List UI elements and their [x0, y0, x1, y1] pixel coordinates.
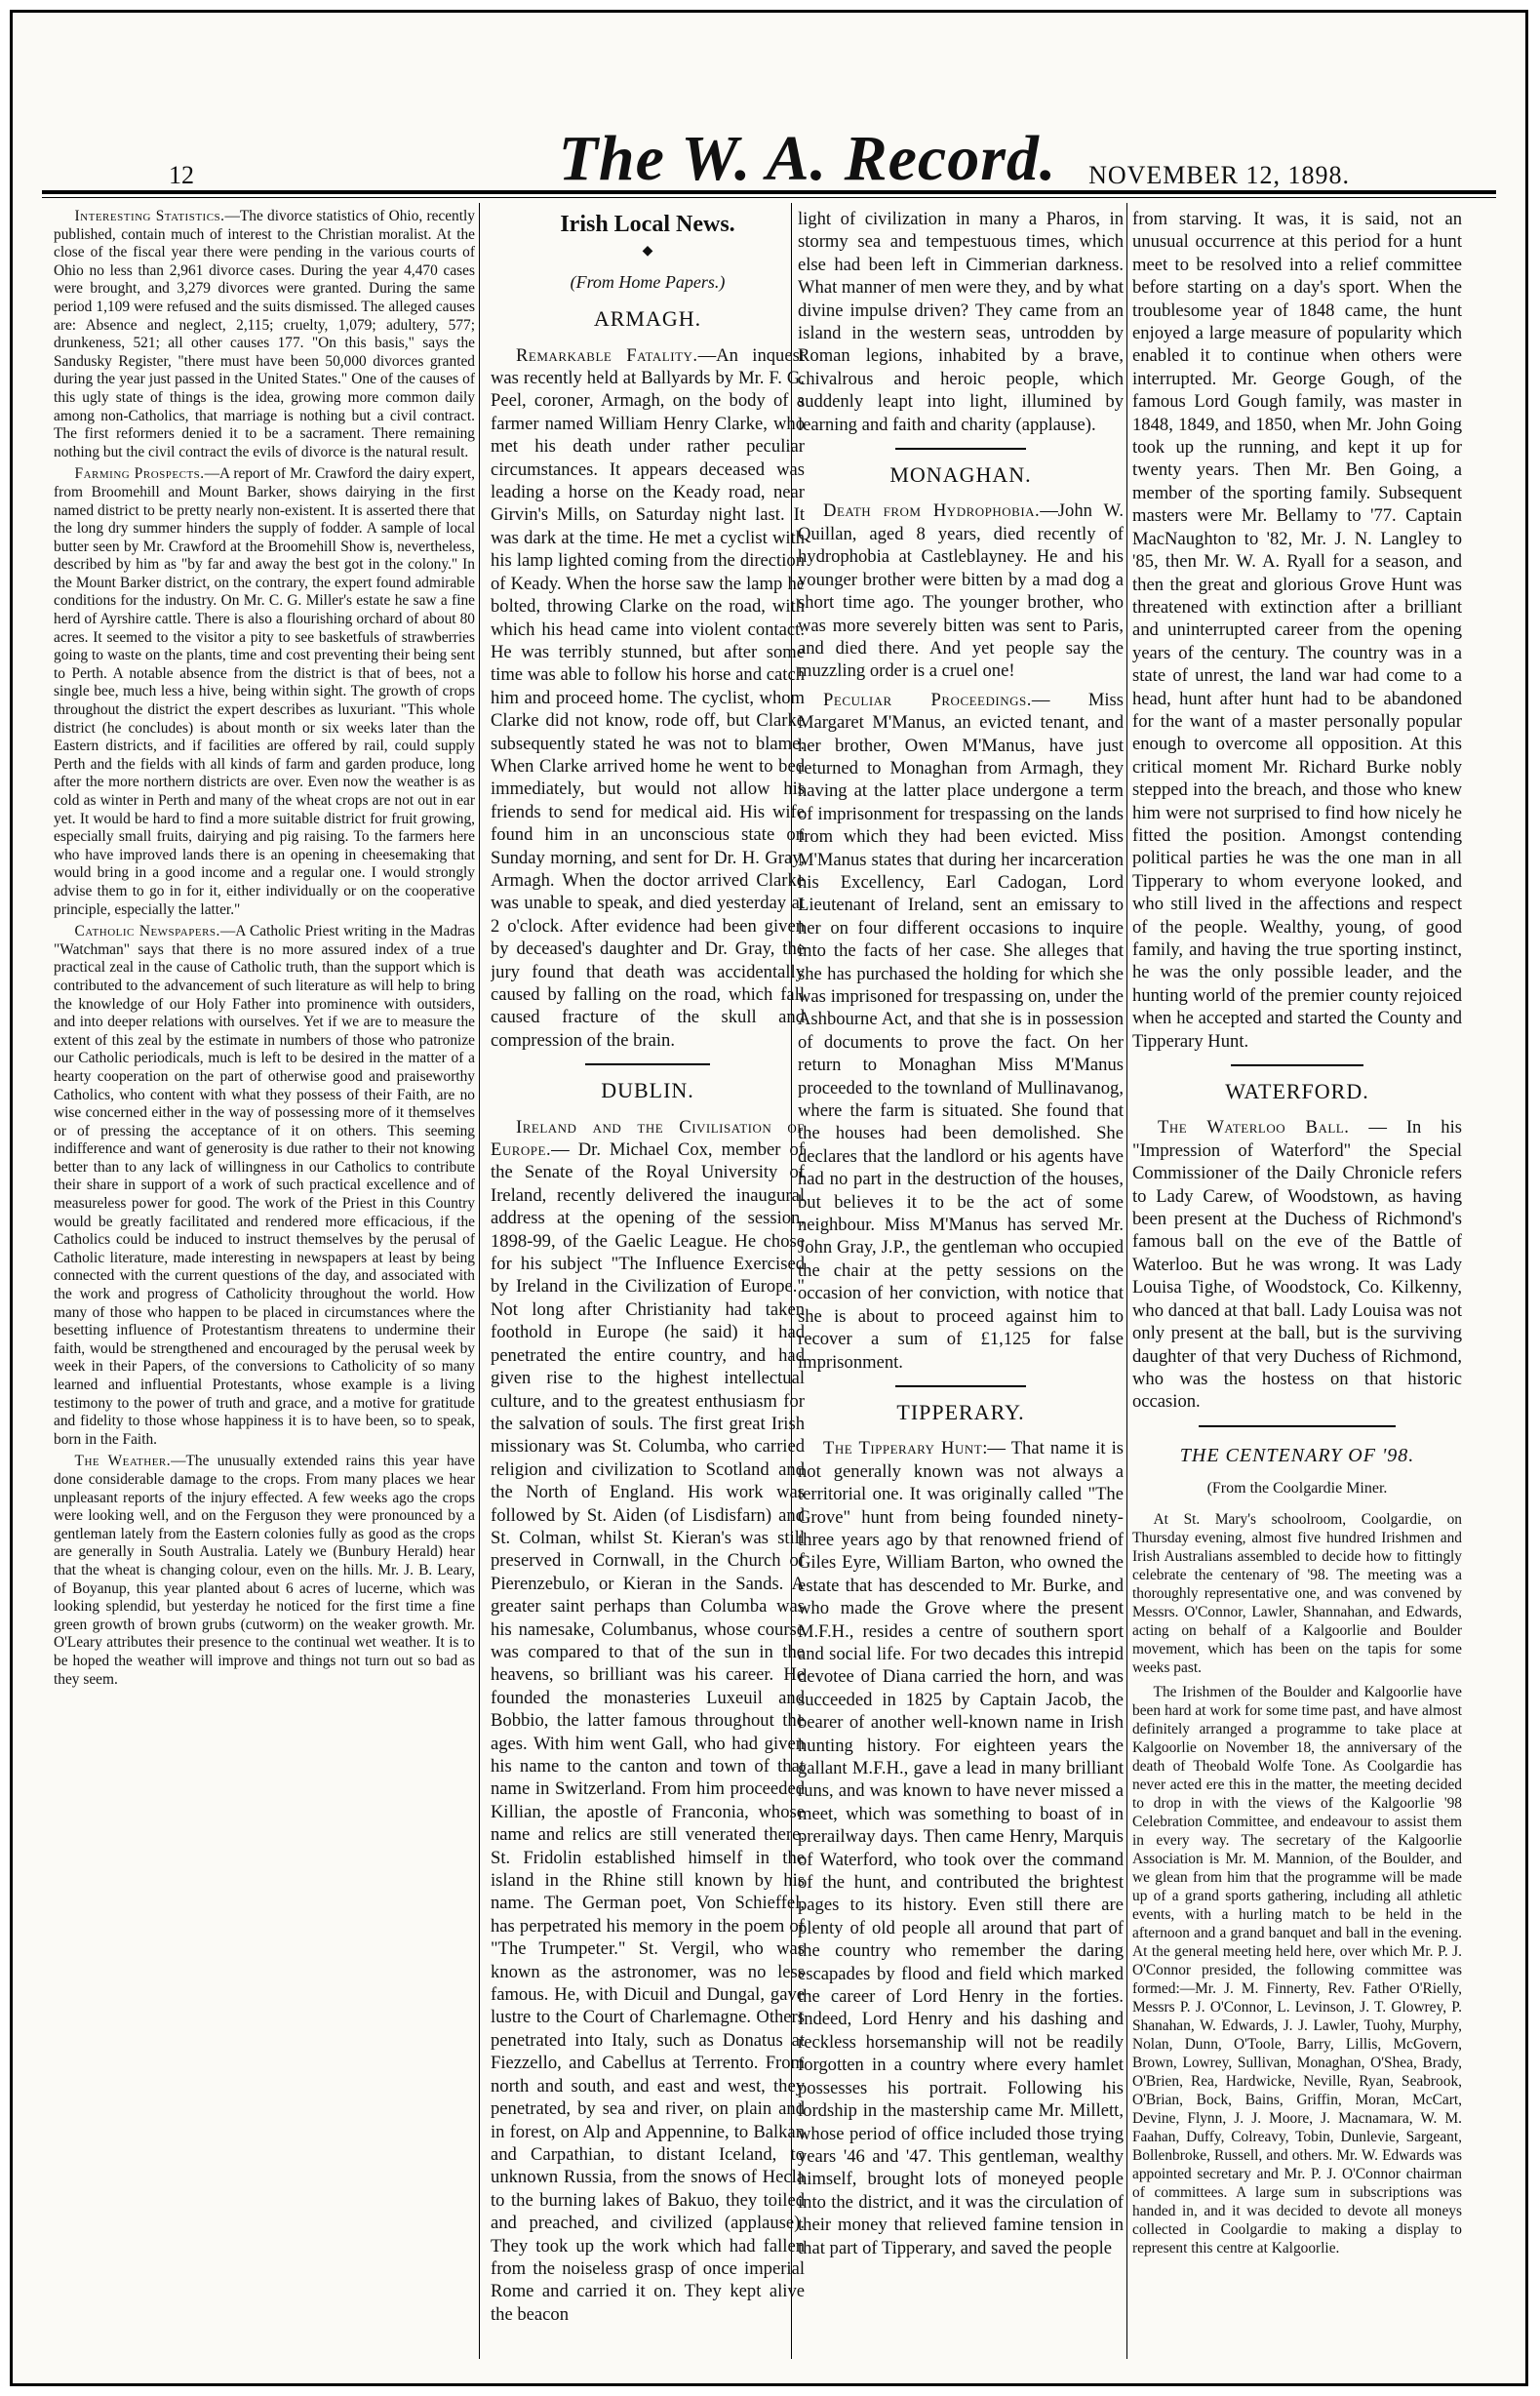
heading-dublin: DUBLIN. — [601, 1078, 694, 1103]
article-farming-prospects — [54, 465, 475, 919]
column-1 — [54, 208, 475, 2217]
newspaper-page — [10, 10, 1528, 2386]
section-rule — [1231, 1064, 1362, 1066]
article-tipperary-hunt — [798, 1437, 1124, 2259]
article-body: —The divorce statistics of Ohio, recently published, contain much of interest to the Christian moralist. At the close of the fiscal year there were pending in the various courts of Ohio no less than 2,961 divorce cases. During the year 4,470 cases were brought, and 3,279 divorces were granted. During the same period 1,109 were refused and the suits dismissed. The alleged causes are: Absence and neglect, 2,115; cruelty, 1,079; adultery, 577; drunkeness, 521; all other causes 177. "On this basis," says the Sandusky Register, "there must have been 50,000 divorces granted during the year just passed in the United States." One of the causes of this ugly state of things is the idea, growing more common daily among non-Catholics, that marriage is nothing but a civil contract. The first reformers denied it to be a sacrament. There remaining nothing but the civil contract the evils of divorce is the natural result. — [54, 208, 475, 460]
heading-monaghan: MONAGHAN. — [889, 462, 1032, 488]
section-subtitle: (From Home Papers.) — [570, 271, 726, 292]
section-rule — [895, 1385, 1026, 1387]
article-the-weather — [54, 1453, 475, 1689]
article-source: (From the Coolgardie Miner. — [1206, 1480, 1388, 1498]
article-hydrophobia — [798, 499, 1124, 682]
masthead: The W. A. Record. — [558, 123, 1057, 194]
heading-tipperary: TIPPERARY. — [896, 1399, 1025, 1424]
heading-centenary: THE CENTENARY OF '98. — [1179, 1444, 1415, 1466]
column-divider — [479, 203, 480, 2359]
article-centenary-2: The Irishmen of the Boulder and Kalgoorlie have been hard at work for some time past, and have almost definitely arranged a programme to take place at Kalgoorlie on November 18, the anniversary of the death of Theobald Wolfe Tone. As Coolgardie has never acted ere this in the matter, the meeting decided to drop in with the views of the Kalgoorlie '98 Celebration Committee, and endeavour to assist them in every way. The secretary of the Kalgoorlie Association is Mr. M. Mannion, of the Boulder, and we glean from him that the programme will be made up of a grand sports gathering, including all athletic events, with a hurling match to be held in the afternoon and a grand banquet and ball in the evening. At the general meeting held here, over which Mr. P. J. O'Connor presided, the following committee was formed:—Mr. J. M. Finnerty, Rev. Father O'Rielly, Messrs P. J. O'Connor, L. Levinson, J. T. Glowrey, P. Shanahan, W. Edwards, J. J. Lawler, Tuohy, Murphy, Nolan, Dunn, O'Toole, Barry, Lillis, McGovern, Brown, Lowrey, Sullivan, Monaghan, O'Shea, Brady, O'Brien, Rea, Hardwicke, Neville, Ryan, Seabrook, O'Brian, Bock, Bains, Griffin, Moran, McCart, Devine, Flynn, J. J. Moore, J. Macnamara, W. M. Faahan, Duffy, Colreavy, Tobin, Dunlevie, Sargeant, Bollenbroke, Russell, and others. Mr. W. Edwards was appointed secretary and Mr. P. J. O'Connor chairman of committees. A large sum in subscriptions was handed in, and it was decided to devote all moneys collected in Coolgardie to making a display to represent this centre at Kalgoorlie. — [1132, 1683, 1462, 2256]
article-lead: Ireland and the Civilisation of Europe. — [491, 1116, 805, 1161]
article-remarkable-fatality — [491, 344, 805, 1053]
column-3 — [798, 208, 1124, 2374]
page-number: 12 — [169, 161, 194, 189]
article-lead: The Tipperary Hunt — [823, 1438, 983, 1459]
heading-waterford: WATERFORD. — [1225, 1079, 1369, 1104]
article-body: —An inquest was recently held at Ballyards by Mr. F. G. Peel, coroner, Armagh, on the body of a farmer named William Henry Clarke, who met his death under rather peculiar circumstances. It appears deceased was leading a horse on the Keady road, near Girvin's Mills, on Saturday night last. It was dark at the time. He met a cyclist with his lamp lighted coming from the direction of Keady. When the horse saw the lamp he bolted, throwing Clarke on the road, with which his head came into violent contact. He was terribly stunned, but after some time was able to follow his horse and catch him and proceed home. The cyclist, whom Clarke did not know, rode off, but Clarke subsequently stated he was not to blame. When Clarke arrived home he went to bed immediately, but would not allow his friends to send for medical aid. His wife found him in an unconscious state on Sunday morning, and sent for Dr. H. Gray, Armagh. When the doctor arrived Clarke was unable to speak, and died yesterday at 2 o'clock. After evidence had been given by deceased's daughter and Dr. Gray, the jury found that death was accidentally caused by falling on the road, which fall caused fracture of the skull and compression of the brain. — [491, 344, 805, 1051]
article-continuation: light of civilization in many a Pharos, in stormy sea and tempestuous times, which else had been left in Cimmerian darkness. What manner of men were they, and by what divine impulse driven? They came from an island in the western seas, untrodden by Roman legions, inhabited by a brave, chivalrous and heroic people, which suddenly leapt into light, illumined by learning and faith and charity (applause). — [798, 209, 1124, 435]
article-ireland-civilisation — [491, 1116, 805, 2327]
header-rule-thin — [42, 197, 1496, 198]
article-lead: The Weather. — [74, 1453, 172, 1470]
section-rule — [585, 1063, 711, 1065]
section-title: Irish Local News. — [560, 212, 735, 237]
section-rule — [1199, 1425, 1397, 1427]
ornament-icon: ◆ — [642, 244, 653, 260]
page-header — [13, 13, 1525, 198]
heading-armagh: ARMAGH. — [593, 306, 702, 332]
article-lead: Farming Prospects. — [74, 465, 205, 483]
article-body: —The unusually extended rains this year have done considerable damage to the crops. From many places we hear unpleasant reports of the injury effected. A few weeks ago the crops were looking well, and on the Ferguson they were pronounced by a gentleman lately from the Eastern colonies fully as good as the crops are generally in South Australia. Lately we (Bunbury Herald) hear that the wheat is changing colour, even on the hills. Mr. J. B. Leary, of Boyanup, this year planted about 6 acres of lucerne, which was looking splendid, but yesterday he noticed for the first time a fine green growth of brown grubs (cutworm) on the weaker growth. Mr. O'Leary attributes their presence to the continual wet weather. It is to be hoped the weather will improve and things not turn out so bad as they seem. — [54, 1453, 475, 1688]
header-rule — [42, 190, 1496, 194]
article-lead: Peculiar Proceedings. — [823, 689, 1032, 710]
article-body: — Dr. Michael Cox, member of the Senate of the Royal University of Ireland, recently delivered the inaugural address at the opening of the session, 1898-99, of the Gaelic League. He chose for his subject "The Influence Exercised by Ireland in the Civilization of Europe." Not long after Christianity had taken foothold in Europe (he said) it had penetrated the entire country, and had given rise to the highest intellectual culture, and to the greatest enthusiasm for the salvation of souls. The first great Irish missionary was St. Columba, who carried religion and civilization to Scotland and the North of England. His work was followed by St. Aiden (of Lisdisfarn) and St. Colman, whilst St. Kieran's was still preserved in Cornwall, in the Church of Pierenzebulo, or Kieran in the Sands. A greater saint perhaps than Columba was his namesake, Columbanus, whose course was compared to that of the sun in the heavens, so brilliant was his career. He founded the monasteries Luxeuil and Bobbio, the latter famous throughout the ages. With him went Gall, who had given his name to the canton and town of that name in Switzerland. From him proceeded Killian, the apostle of Franconia, whose name and relics are still venerated there. St. Fridolin established himself in the island in the Rhine still known by his name. The German poet, Von Schieffel, has perpetrated his memory in the poem of "The Trumpeter." St. Vergil, who was known as the astronomer, was no less famous. He, with Dicuil and Dungal, gave lustre to the Court of Charlemagne. Others penetrated into Italy, such as Donatus at Fiezzello, and Cabellus at Terrento. From north and south, and east and west, they penetrated, by sea and river, on plain and in forest, on Alp and Appennine, to Balkan and Carpathian, to distant Iceland, to unknown Russia, from the snows of Hecla to the burning lakes of Bakuo, they toiled and preached, and civilized (applause). They took up the work which had fallen from the noiseless grasp of once imperial Rome and carried it on. They kept alive the beacon — [491, 1139, 805, 2325]
article-peculiar-proceedings — [798, 689, 1124, 1374]
article-lead: The Waterloo Ball. — [1158, 1117, 1350, 1138]
column-4 — [1132, 208, 1462, 2374]
article-body: — Miss Margaret M'Manus, an evicted tenant, and her brother, Owen M'Manus, have just returned to Monaghan from Armagh, they having at the latter place undergone a term of imprisonment for trespassing on the lands from which they had been evicted. Miss M'Manus states that during her incarceration his Excellency, Earl Cadogan, Lord Lieutenant of Ireland, sent an emissary to her on four different occasions to inquire into the facts of her case. She alleges that she has purchased the holding for which she was imprisoned for trespassing on, under the Ashbourne Act, and that she is in possession of documents to prove the fact. On her return to Monaghan Miss M'Manus proceeded to the townland of Mullinavanog, where the farm is situated. She found that the houses had been demolished. She declares that the landlord or his agents have had no part in the destruction of the houses, but believes it to be the act of some neighbour. Miss M'Manus has served Mr. John Gray, J.P., the gentleman who occupied the chair at the petty sessions on the occasion of her conviction, with notice that she is about to proceed against him to recover a sum of £1,125 for false imprisonment. — [798, 689, 1124, 1373]
article-lead: Remarkable Fatality. — [516, 344, 698, 366]
article-continuation: from starving. It was, it is said, not an unusual occurrence at this period for a hunt meet to be resolved into a relief committee before starting on a day's sport. When the troublesome year of 1848 came, the hunt enjoyed a large measure of popularity which enabled it to continue when others were interrupted. Mr. George Gough, of the famous Lord Gough family, was master in 1848, 1849, and 1850, when Mr. John Going took up the running, and kept it up for twenty years. Then Mr. Ben Going, a member of the sporting family. Subsequent masters were Mr. Bellamy to '77. Captain MacNaughton to '82, Mr. J. N. Langley to '85, then Mr. W. A. Ryall for a season, and then the great and glorious Grove Hunt was threatened with extinction after a brilliant and uninterrupted career from the opening years of the century. The country was in a state of unrest, the land war had come to a head, hunt after hunt had to be abandoned for the want of a master personally popular enough to overcome all opposition. At this critical moment Mr. Richard Burke nobly stepped into the breach, and those who knew him were not surprised to find how nicely he fitted the position. Amongst contending political parties he was the one man in all Tipperary to whom everyone looked, and who still lived in the affections and respect of the people. Wealthy, young, of good family, and having the true sporting instinct, he was the only possible leader, and the hunting world of the premier county rejoiced when he accepted and started the County and Tipperary Hunt. — [1132, 209, 1462, 1052]
article-body: —John W. Quillan, aged 8 years, died recently of hydrophobia at Castleblayney. He and his younger brother were bitten by a mad dog a short time ago. The younger brother, who was more severely bitten was sent to Paris, and died there. And yet people say the muzzling order is a cruel one! — [798, 500, 1124, 682]
article-waterloo-ball — [1132, 1116, 1462, 1413]
issue-date: NOVEMBER 12, 1898. — [1088, 161, 1350, 189]
article-lead: Death from Hydrophobia. — [823, 500, 1041, 522]
article-lead: Catholic Newspapers. — [74, 923, 220, 940]
article-body: —A Catholic Priest writing in the Madras "Watchman" says that there is no more assured index of a true practical zeal in the cause of Catholic truth, than the support which is contributed to the advancement of such literature as will help to bring the knowledge of our Holy Father into prominence with outsiders, and into deeper relations with ourselves. Yet if we are to measure the extent of this zeal by the estimate in numbers of those who patronize our Catholic periodicals, much is left to be desired in the matter of a hearty cooperation on the part of otherwise good and praiseworthy Catholics, who content with what they possess of their Faith, are no wise concerned either in the way of possessing more of it themselves or of pressing the acceptance of it on others. This seeming indifference and want of generosity is due rather to their not knowing better than to any lack of willingness in our Catholics to contribute their share in support of a work of such practical excellence and of measureless power for good. The work of the Priest in this Country would be greatly facilitated and rendered more efficacious, if the Catholics could be induced to instruct themselves by the perusal of Catholic literature, made interesting in newspapers at least by being connected with the current questions of the day, and associated with the work and progress of Catholicity throughout the world. How many of those who happen to be placed in circumstances where the besetting influence of Protestantism threatens to undermine their faith, would be strengthened and encouraged by the perusal week by week in their Papers, of the conversions to Catholicity of so many learned and influential Protestants, whose example is a living testimony to the power of truth and grace, and a motive for gratitude and fidelity to those whose happiness it is to have been, so to speak, born in the Faith. — [54, 923, 475, 1448]
article-body: :— That name it is not generally known was not always a territorial one. It was originally called "The Grove" hunt from being founded ninety-three years ago by that renowned friend of Giles Eyre, William Barton, who owned the estate that has descended to Mr. Burke, and who made the Grove where the present M.F.H., resides a centre of southern sport and social life. For two decades this intrepid devotee of Diana carried the horn, and was succeeded in 1825 by Captain Jacob, the bearer of another well-known name in Irish hunting history. For eighteen years the gallant M.F.H., gave a lead in many brilliant runs, and was known to have never missed a meet, which was something to boast of in prerailway days. Then came Henry, Marquis of Waterford, who took over the command of the hunt, and contributed the brightest pages to its history. Even still there are plenty of old people all around that part of the country who remember the daring escapades by flood and field which marked the career of Lord Henry in the forties. Indeed, Lord Henry and his dashing and reckless horsemanship will not be readily forgotten in a country where every hamlet possesses his portrait. Following his lordship in the mastership came Mr. Millett, whose period of office included those trying years '46 and '47. This gentleman, wealthy himself, brought lots of moneyed people into the district, and it was the circulation of their money that relieved famine tension in that part of Tipperary, and saved the people — [798, 1438, 1124, 2258]
article-body: — In his "Impression of Waterford" the Special Commissioner of the Daily Chronicle refers to Lady Carew, of Woodstown, as having been present at the Duchess of Richmond's famous ball on the eve of the Battle of Waterloo. But he was wrong. It was Lady Louisa Tighe, of Woodstock, Co. Kilkenny, who danced at that ball. Lady Louisa was not only present at the ball, but is the surviving daughter of that very Duchess of Richmond, who was the hostess on that historic occasion. — [1132, 1117, 1462, 1413]
article-body: —A report of Mr. Crawford the dairy expert, from Broomehill and Mount Barker, shows dairying in the first named district to be pretty nearly non-existent. It is asserted there that the long dry summer hinders the supply of fodder. A sample of local butter seen by Mr. Crawford at the Broomehill Show is, nevertheless, described by him as "by far and away the best got in the colony." In the Mount Barker district, on the contrary, the expert found admirable conditions for the industry. On Mr. C. G. Miller's estate he saw a fine herd of Ayrshire cattle. There is also a flourishing orchard of about 80 acres. It seemed to the visitor a pity to see basketfuls of strawberries going to waste on the plants, time and cost preventing their being sent to Perth. A notable absence from the district is that of bees, not a single bee, much less a hive, being within sight. The growth of crops throughout the district the expert describes as luxuriant. "This whole district (he concludes) is about month or six weeks later than the Eastern districts, and if facilities are offered by rail, could supply Perth and the fields with all kinds of farm and garden produce, long after the more northern districts are over. Even now the weather is as cold as winter in Perth and many of the wheat crops are not out in ear yet. It would be hard to find a more suitable district for fruit growing, especially small fruits, dairying and pig raising. To the farmers here who have improved lands there is an opening in cheesemaking that would bring in a good income and a regular one. I would strongly advise them to go in for it, either individually or on the cooperative principle, especially the latter." — [54, 465, 475, 918]
article-centenary-1: At St. Mary's schoolroom, Coolgardie, on Thursday evening, almost five hundred Irishmen and Irish Australians assembled to decide how to fittingly celebrate the centenary of '98. The meeting was a thoroughly representative one, and was convened by Messrs. O'Connor, Lawler, Shannahan, and Edwards, acting on behalf of a Kalgoorlie and Boulder movement, which has been on the tapis for some weeks past. — [1132, 1510, 1462, 1676]
article-catholic-newspapers — [54, 923, 475, 1449]
column-2 — [491, 208, 805, 2374]
column-divider — [1126, 203, 1127, 2359]
section-rule — [895, 448, 1026, 450]
article-lead: Interesting Statistics. — [74, 208, 225, 224]
article-divorce-statistics — [54, 208, 475, 461]
